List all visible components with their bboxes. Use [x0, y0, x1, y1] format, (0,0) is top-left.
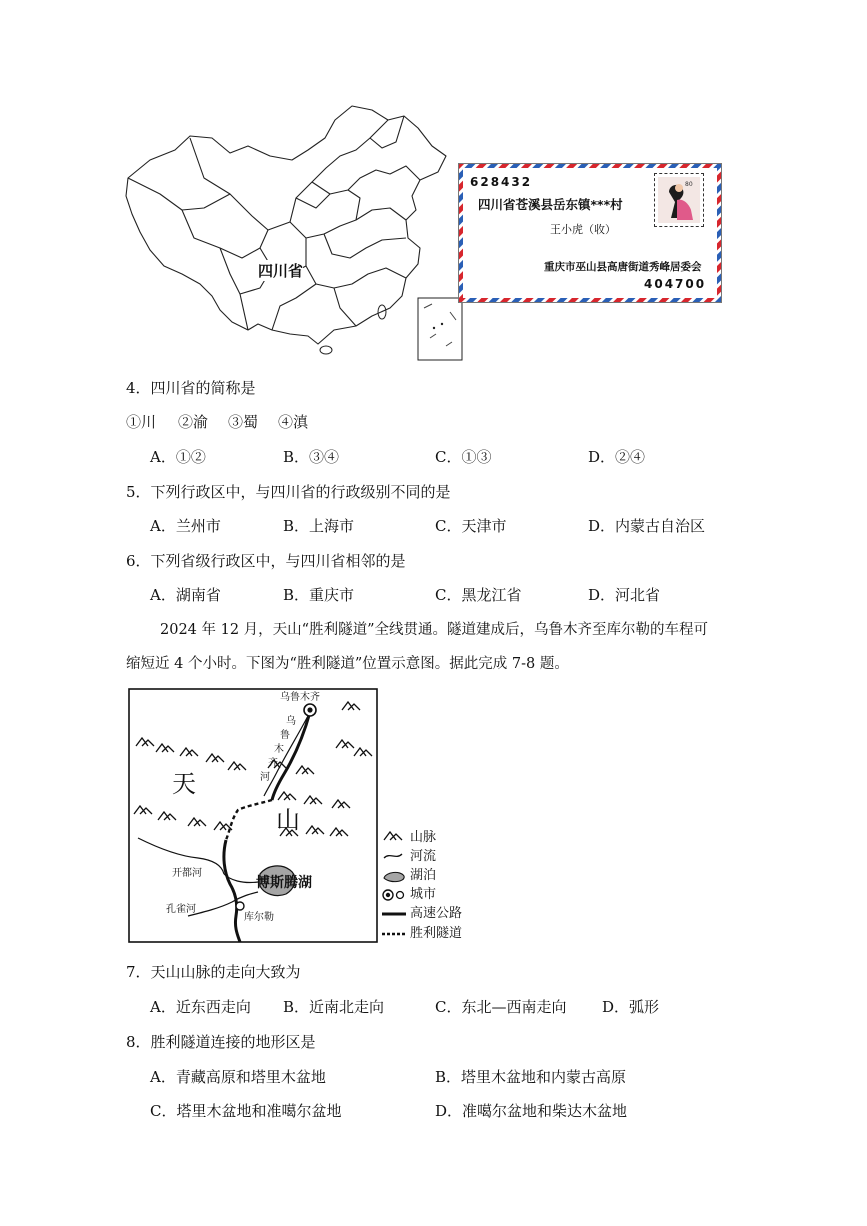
legend-mountain: 山脉 [410, 830, 437, 845]
q7-option-a[interactable]: A．近东西走向 [150, 998, 251, 1016]
label-urumqi-river-4: 齐 [268, 758, 278, 769]
label-kongque-river: 孔雀河 [166, 904, 196, 915]
legend-tunnel: 胜利隧道 [410, 926, 463, 941]
stamp-image [655, 174, 703, 226]
q5-option-b[interactable]: B．上海市 [283, 517, 355, 535]
q4-option-b[interactable]: B．③④ [283, 448, 340, 466]
tunnel-map-figure [128, 688, 476, 944]
q6-stem: 6．下列省级行政区中，与四川省相邻的是 [126, 552, 406, 570]
q4-option-c[interactable]: C．①③ [435, 448, 492, 466]
q6-option-c[interactable]: C．黑龙江省 [435, 586, 522, 604]
q7-option-c[interactable]: C．东北—西南走向 [435, 998, 567, 1016]
legend-highway: 高速公路 [410, 906, 463, 921]
q4-option-d[interactable]: D．②④ [588, 448, 646, 466]
q4-stem: 4．四川省的简称是 [126, 379, 256, 397]
q8-option-b[interactable]: B．塔里木盆地和内蒙古高原 [435, 1068, 627, 1086]
recipient-name: 王小虎（收） [550, 223, 616, 236]
q7-stem: 7．天山山脉的走向大致为 [126, 963, 301, 981]
postcode-top: 628432 [470, 175, 533, 189]
stamp [654, 173, 704, 227]
q5-option-a[interactable]: A．兰州市 [150, 517, 221, 535]
postcode-bottom: 404700 [644, 277, 707, 291]
label-shan: 山 [276, 806, 300, 834]
label-urumqi-river-5: 河 [260, 772, 270, 783]
q4-item-3: ③蜀 [228, 413, 259, 431]
passage-line-1: 2024 年 12 月，天山“胜利隧道”全线贯通。隧道建成后，乌鲁木齐至库尔勒的车程可 [160, 622, 709, 638]
q6-option-b[interactable]: B．重庆市 [283, 586, 355, 604]
svg-text:80: 80 [685, 181, 693, 188]
q4-option-a[interactable]: A．①② [150, 448, 206, 466]
legend-river: 河流 [410, 849, 437, 864]
china-map-figure [120, 98, 480, 363]
q8-stem: 8．胜利隧道连接的地形区是 [126, 1033, 316, 1051]
q7-option-d[interactable]: D．弧形 [602, 998, 660, 1016]
q4-item-1: ①川 [126, 413, 157, 431]
q4-item-4: ④滇 [278, 413, 309, 431]
sichuan-label: 四川省 [258, 262, 304, 280]
label-kaidu-river: 开都河 [172, 868, 202, 879]
sender-address: 重庆市巫山县高唐街道秀峰居委会 [544, 261, 702, 273]
label-urumqi-river-1: 乌 [286, 716, 296, 727]
legend-lake: 湖泊 [410, 868, 437, 883]
q6-option-a[interactable]: A．湖南省 [150, 586, 221, 604]
q8-option-c[interactable]: C．塔里木盆地和准噶尔盆地 [150, 1102, 342, 1120]
envelope [458, 163, 722, 303]
label-bosten-lake: 博斯腾湖 [256, 875, 312, 891]
q5-option-c[interactable]: C．天津市 [435, 517, 507, 535]
label-tian: 天 [172, 770, 196, 798]
label-korla: 库尔勒 [244, 912, 274, 923]
label-urumqi-river-3: 木 [274, 744, 284, 755]
passage-line-2: 缩短近 4 个小时。下图为“胜利隧道”位置示意图。据此完成 7-8 题。 [126, 656, 569, 672]
q8-option-d[interactable]: D．准噶尔盆地和柴达木盆地 [435, 1102, 628, 1120]
q7-option-b[interactable]: B．近南北走向 [283, 998, 385, 1016]
q8-option-a[interactable]: A．青藏高原和塔里木盆地 [150, 1068, 326, 1086]
legend-city: 城市 [410, 887, 437, 902]
q5-option-d[interactable]: D．内蒙古自治区 [588, 517, 706, 535]
q5-stem: 5．下列行政区中，与四川省的行政级别不同的是 [126, 483, 451, 501]
q6-option-d[interactable]: D．河北省 [588, 586, 661, 604]
china-outline-map [120, 98, 480, 363]
recipient-address: 四川省苍溪县岳东镇***村 [478, 197, 623, 212]
q4-item-2: ②渝 [178, 413, 209, 431]
label-urumqi-city: 乌鲁木齐 [280, 692, 320, 703]
label-urumqi-river-2: 鲁 [280, 730, 290, 741]
